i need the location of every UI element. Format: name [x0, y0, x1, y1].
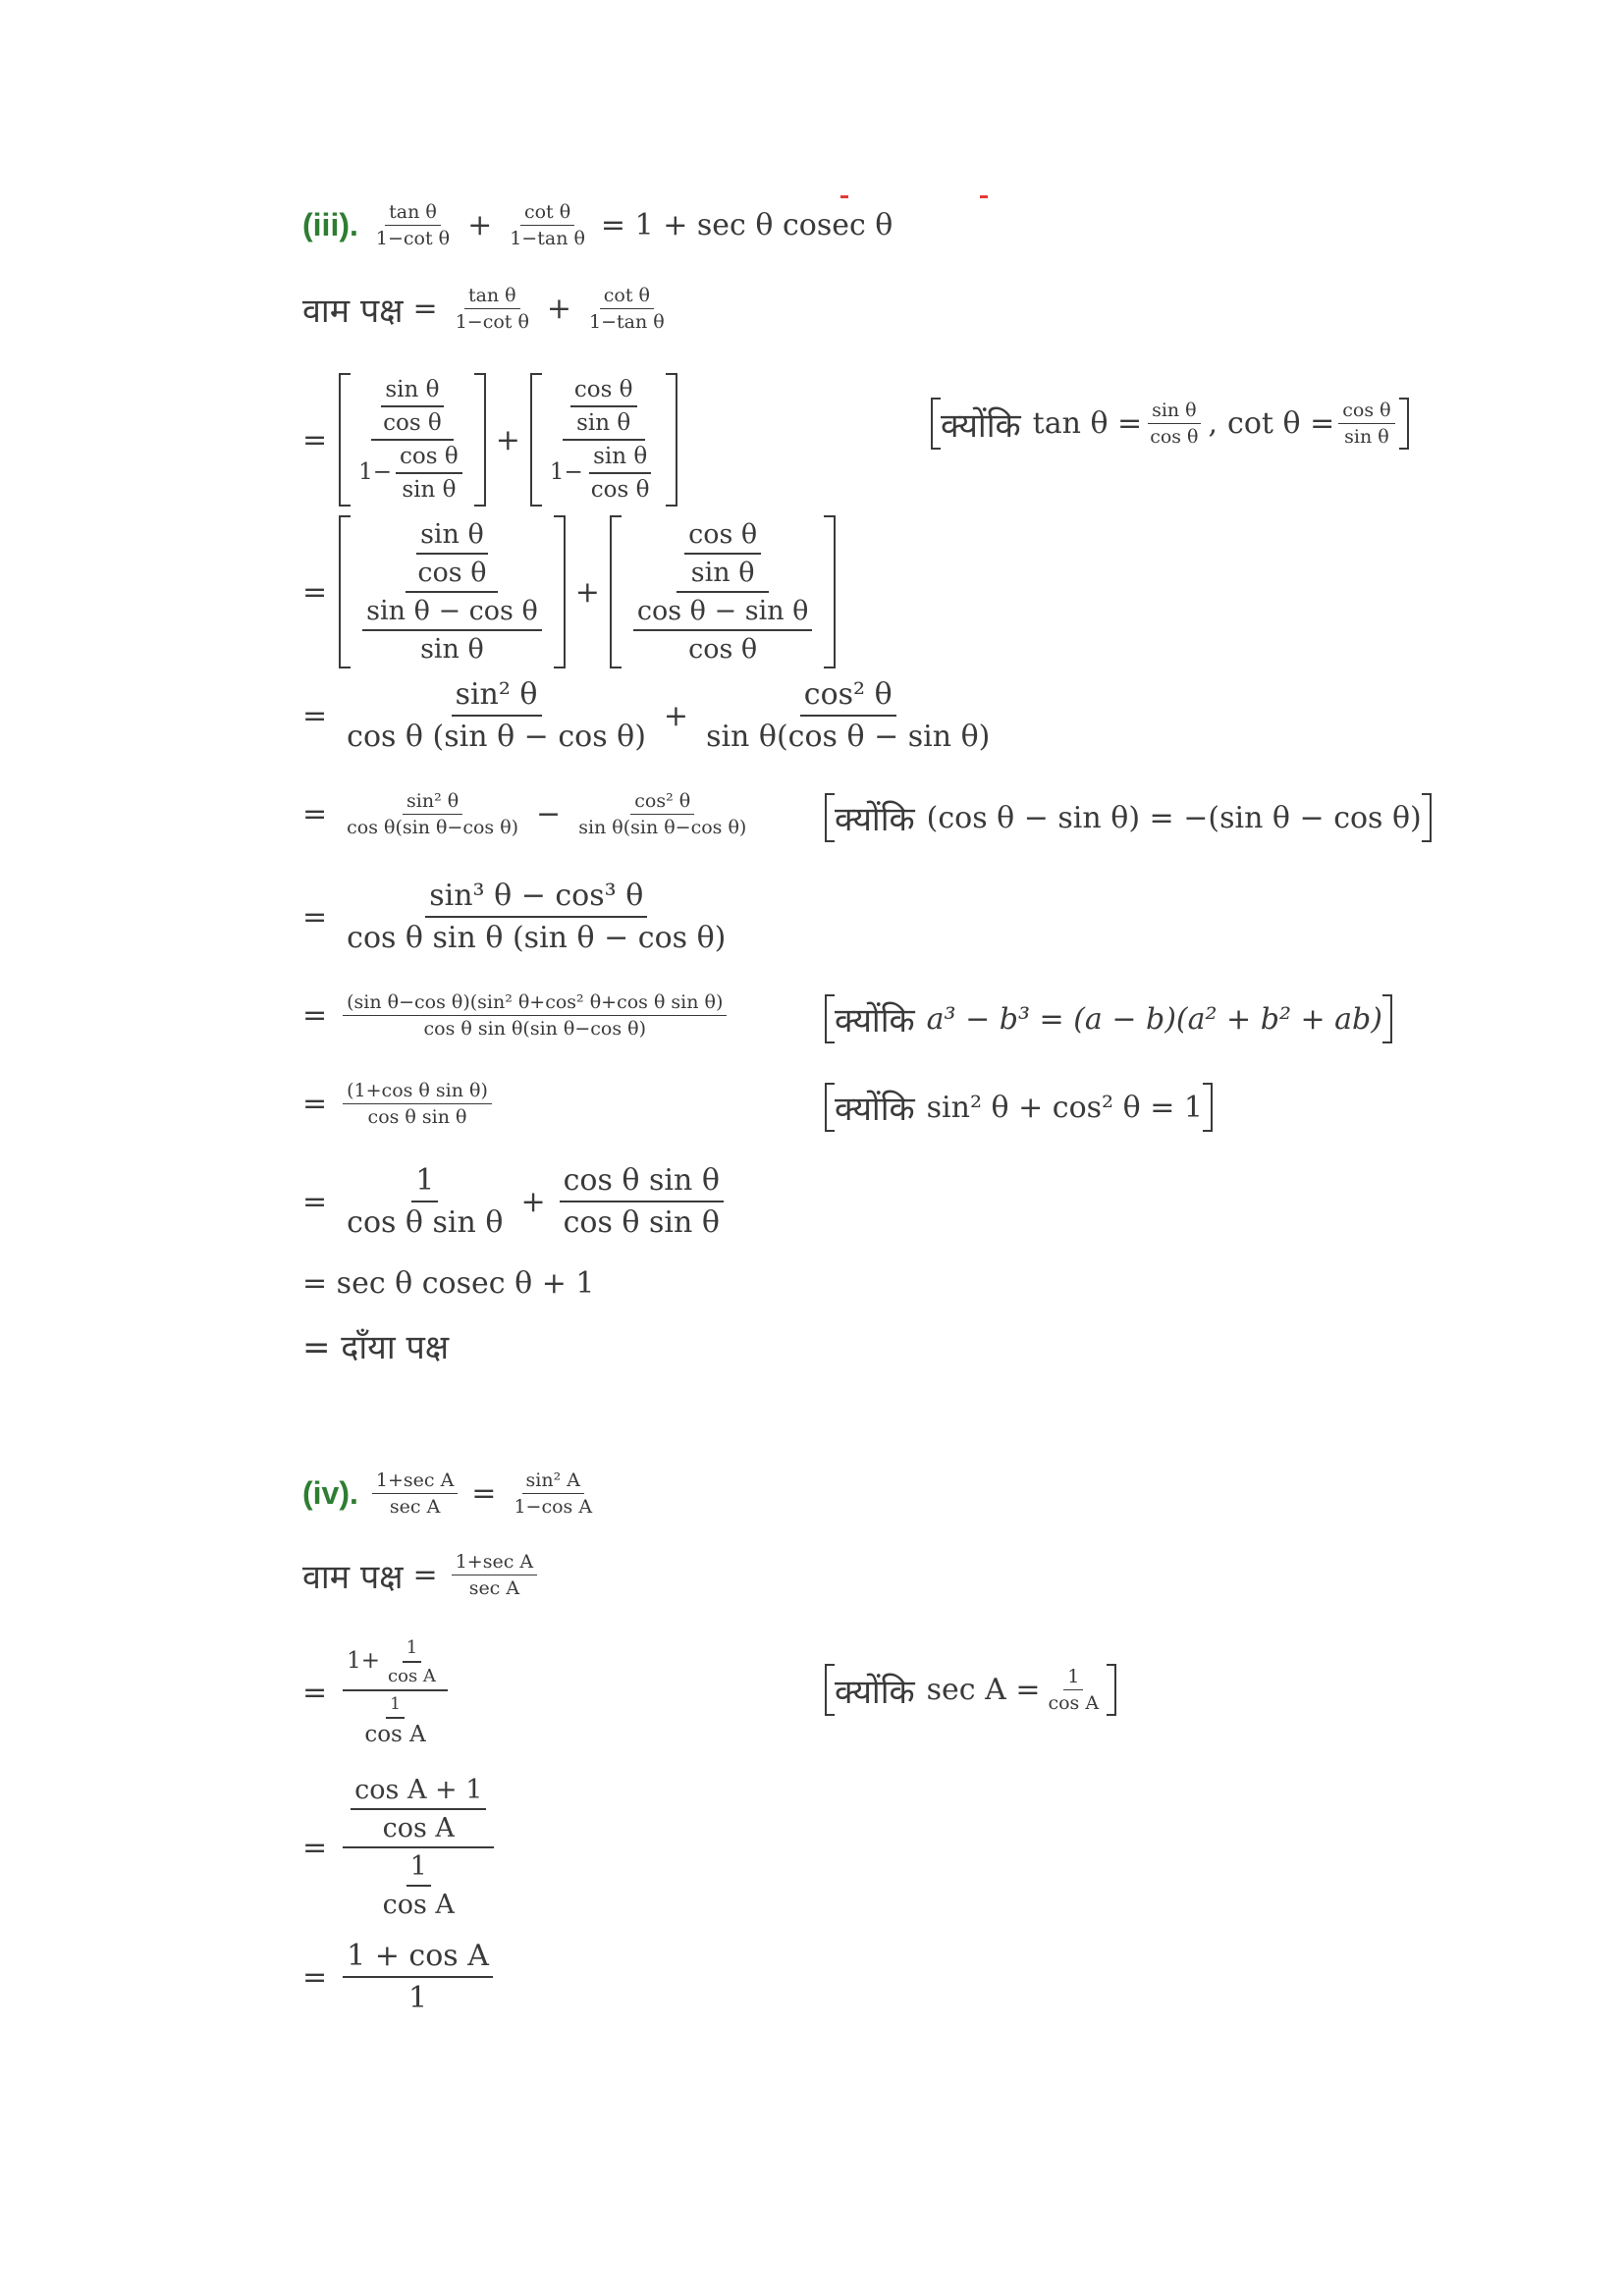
- equals-sign: =: [302, 698, 328, 733]
- frac-den: cos θ sin θ(sin θ−cos θ): [423, 1018, 647, 1040]
- problem-iii-statement: [302, 201, 893, 249]
- frac-den: cos θ: [590, 477, 650, 503]
- plus-sign: +: [467, 208, 493, 242]
- frac-den: sin θ: [420, 634, 484, 665]
- frac-den: cos θ sin θ: [347, 1205, 504, 1240]
- frac-den: cos A: [364, 1722, 426, 1747]
- note-expression: sin² θ + cos² θ = 1: [926, 1090, 1203, 1125]
- frac-den: cos A: [388, 1666, 436, 1686]
- equals-sign: =: [302, 1959, 328, 1995]
- frac-num: sin θ: [416, 519, 488, 555]
- frac-num: cot θ: [520, 201, 574, 226]
- frac-den: cos θ sin θ (sin θ − cos θ): [347, 921, 727, 955]
- because-label: क्योंकि: [941, 405, 1021, 446]
- frac-den: cos A: [382, 1813, 455, 1843]
- frac-num: cos θ: [1338, 400, 1394, 424]
- note-expression: a³ − b³ = (a − b)(a² + b² + ab): [926, 1001, 1382, 1037]
- one-minus: 1−: [358, 459, 393, 485]
- frac-num: (1+cos θ sin θ): [343, 1080, 492, 1104]
- equals-sign: =: [412, 1558, 438, 1592]
- bracket: [610, 515, 837, 668]
- frac-den: 1−cot θ: [455, 311, 529, 333]
- frac-num: tan θ: [464, 285, 520, 309]
- one-minus: 1−: [549, 459, 583, 485]
- frac-num: (sin θ−cos θ)(sin² θ+cos² θ+cos θ sin θ): [343, 991, 727, 1016]
- frac-num: 1: [411, 1163, 438, 1202]
- step-10: [302, 1323, 449, 1368]
- frac-den: sec A: [468, 1577, 520, 1599]
- frac-den: cos A: [382, 1890, 455, 1920]
- step-2: [302, 515, 836, 668]
- problem-iv-statement: [302, 1469, 600, 1518]
- frac-den: cos θ: [1150, 426, 1199, 448]
- frac-num: cos θ − sin θ: [633, 596, 813, 631]
- minus-sign: −: [536, 797, 562, 831]
- equals-sign: =: [302, 574, 328, 610]
- one-plus: 1+: [347, 1648, 381, 1674]
- equals-sign: =: [302, 422, 328, 457]
- equals-sign: =: [302, 899, 328, 934]
- frac-num: 1: [1063, 1666, 1083, 1690]
- frac-den: cos θ(sin θ−cos θ): [347, 817, 519, 838]
- equals-sign: =: [302, 1184, 328, 1219]
- frac-den: cos θ (sin θ − cos θ): [347, 720, 646, 754]
- frac-num: 1: [386, 1694, 405, 1719]
- step-expression: = sec θ cosec θ + 1: [302, 1266, 595, 1301]
- frac-den: cos θ: [383, 410, 442, 436]
- frac-den: 1−cos A: [514, 1496, 593, 1518]
- note-expression: (cos θ − sin θ) = −(sin θ − cos θ): [926, 800, 1422, 835]
- frac-num: 1: [403, 1637, 421, 1663]
- note-tan-cot: क्योंकि tan θ = $\frac{\text{sin θ}}{\text{cos θ}}$ , cot θ = $\frac{\text{cos θ}}{\text{sin θ}}$: [931, 398, 1409, 450]
- frac-num: 1+sec A: [452, 1551, 537, 1575]
- equals-sign: =: [302, 1087, 328, 1121]
- frac-den: sin θ(sin θ−cos θ): [578, 817, 747, 838]
- frac-num: sin² A: [522, 1469, 584, 1494]
- bracket: [530, 373, 677, 507]
- frac-den: cos θ sin θ: [367, 1106, 467, 1128]
- frac-den: sin θ(cos θ − sin θ): [706, 720, 991, 754]
- iv-step-3: [302, 1939, 497, 2015]
- frac-den: cos A: [1048, 1692, 1100, 1714]
- frac-den: sin θ: [576, 410, 631, 436]
- frac-den: 1−tan θ: [589, 311, 665, 333]
- plus-sign: +: [574, 574, 600, 610]
- frac-num: sin² θ: [452, 677, 542, 717]
- frac-den: sin θ: [402, 477, 457, 503]
- note-pythagorean: [825, 1083, 1213, 1132]
- sec-def: sec A =: [926, 1673, 1041, 1707]
- tan-def: tan θ =: [1032, 406, 1143, 441]
- cot-def: cot θ =: [1227, 406, 1335, 441]
- frac-den: sin θ: [690, 558, 755, 588]
- frac-den: sec A: [389, 1496, 441, 1518]
- step-6: [302, 991, 731, 1040]
- frac-num: 1: [406, 1851, 431, 1887]
- because-label: क्योंकि: [835, 1090, 915, 1129]
- red-mark-right: [980, 195, 988, 198]
- frac-num: sin θ: [1148, 400, 1201, 424]
- note-sign-swap: [825, 793, 1432, 842]
- frac-num: 1+sec A: [372, 1469, 458, 1494]
- because-label: क्योंकि: [835, 800, 915, 839]
- frac-num: cos θ sin θ: [560, 1163, 724, 1202]
- frac-den: cos θ sin θ: [563, 1205, 720, 1240]
- iv-step-2: [302, 1775, 498, 1920]
- frac-num: sin θ: [589, 444, 651, 474]
- problem-number: (iii).: [302, 207, 358, 242]
- step-3: [302, 677, 998, 754]
- note-cube-identity: [825, 994, 1392, 1043]
- bracket: [339, 515, 566, 668]
- because-label: क्योंकि: [835, 1001, 915, 1041]
- lhs-definition: [302, 285, 673, 333]
- lhs-label: वाम पक्ष: [302, 291, 404, 331]
- step-7: [302, 1080, 496, 1128]
- lhs-label: वाम पक्ष: [302, 1557, 404, 1597]
- note-sec: [825, 1664, 1116, 1716]
- plus-sign: +: [495, 422, 520, 457]
- plus-sign: +: [663, 698, 689, 733]
- frac-num: cos² θ: [630, 790, 694, 815]
- equals-sign: =: [471, 1476, 497, 1511]
- frac-den: 1−cot θ: [375, 228, 451, 249]
- frac-num: cos θ: [570, 377, 637, 407]
- because-label: क्योंकि: [835, 1672, 915, 1712]
- plus-sign: +: [520, 1184, 546, 1219]
- frac-den: cos θ: [688, 634, 758, 665]
- iv-step-1: [302, 1637, 452, 1747]
- frac-num: sin θ − cos θ: [362, 596, 542, 631]
- red-mark-left: [840, 195, 848, 198]
- equals-sign: =: [302, 998, 328, 1033]
- frac-num: tan θ: [385, 201, 441, 226]
- problem-number: (iv).: [302, 1475, 358, 1511]
- frac-num: cos θ: [396, 444, 462, 474]
- step-5: [302, 879, 733, 955]
- plus-sign: +: [546, 292, 572, 326]
- frac-num: cos θ: [684, 519, 761, 555]
- step-8: [302, 1163, 728, 1240]
- equals-sign: =: [302, 1675, 328, 1710]
- step-4: [302, 790, 754, 838]
- frac-num: sin³ θ − cos³ θ: [425, 879, 647, 918]
- frac-den: 1: [407, 1981, 428, 2015]
- frac-num: 1 + cos A: [343, 1939, 493, 1978]
- frac-num: cos A + 1: [351, 1775, 486, 1810]
- frac-den: sin θ: [1344, 426, 1389, 448]
- equals-sign: =: [302, 797, 328, 831]
- equals-sign: =: [302, 1830, 328, 1865]
- step-9: [302, 1266, 594, 1301]
- equals-sign: =: [412, 292, 438, 326]
- frac-den: 1−tan θ: [510, 228, 585, 249]
- rhs-expression: = 1 + sec θ cosec θ: [600, 208, 893, 242]
- bracket: [339, 373, 486, 507]
- lhs-definition-iv: [302, 1551, 541, 1599]
- rhs-conclusion: = दाँया पक्ष: [302, 1328, 450, 1367]
- frac-num: sin² θ: [403, 790, 462, 815]
- frac-num: cos² θ: [800, 677, 896, 717]
- frac-num: sin θ: [381, 377, 443, 407]
- frac-num: cot θ: [600, 285, 654, 309]
- step-1: [302, 373, 677, 507]
- frac-den: cos θ: [417, 558, 487, 588]
